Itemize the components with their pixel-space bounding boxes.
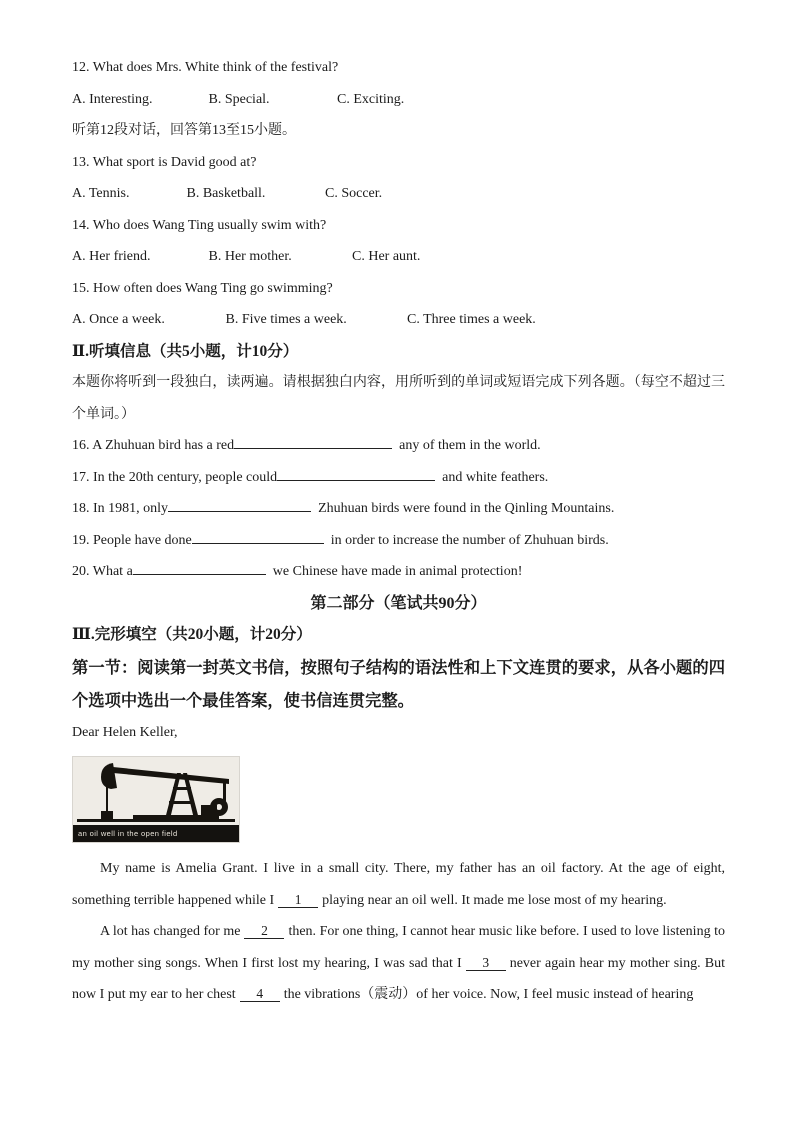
letter-salutation: Dear Helen Keller, [72, 724, 178, 740]
question-15-options [72, 304, 725, 336]
letter-paragraph-2 [72, 916, 725, 1011]
blank-pre-text: 16. A Zhuhuan bird has a red [72, 438, 235, 453]
cloze-blank-3: 3 [466, 955, 506, 971]
option-b: B. Basketball. [186, 186, 266, 201]
option-a: A. Tennis. [72, 186, 130, 201]
part2-title: 第二部分（笔试共90分） [310, 594, 487, 612]
cloze-blank-4: 4 [240, 986, 280, 1002]
paragraph-text: never again hear my mother sing. But now I put my ear to her chest [72, 955, 725, 1002]
paragraph-text: then. For one thing, I cannot hear music like before. I used to love listening to my mother sing songs. When I first lost my hearing, I was sad that I [72, 924, 725, 971]
fill-blank-18 [72, 493, 725, 525]
fill-blank-20 [72, 556, 725, 588]
section2-description: 本题你将听到一段独白，读两遍。请根据独白内容，用所听到的单词或短语完成下列各题。（每空不超过三个单词。） [72, 375, 725, 422]
option-c: C. Her aunt. [352, 249, 421, 264]
answer-blank [192, 529, 324, 544]
option-a: A. Interesting. [72, 91, 153, 107]
blank-post-text: and white feathers. [442, 469, 549, 485]
blank-pre-text: 18. In 1981, only [72, 501, 169, 516]
answer-blank [168, 497, 311, 512]
question-13-options [72, 178, 725, 210]
blank-post-text: any of them in the world. [399, 438, 541, 453]
paragraph-text: the vibrations（震动）of her voice. Now, I feel music instead of hearing [283, 987, 694, 1002]
image-caption: an oil well in the open field [73, 825, 239, 842]
paragraph-text: A lot has changed for me [100, 924, 241, 939]
blank-pre-text: 17. In the 20th century, people could [72, 469, 278, 485]
blank-post-text: in order to increase the number of Zhuhuan birds. [330, 532, 609, 548]
fill-blank-19 [72, 525, 725, 557]
fill-blank-17 [72, 462, 725, 494]
cloze-blank-1: 1 [278, 892, 318, 908]
question-15: 15. How often does Wang Ting go swimming? [72, 280, 333, 296]
oil-well-image [72, 756, 240, 843]
blank-post-text: we Chinese have made in animal protection! [272, 564, 523, 579]
option-a: A. Her friend. [72, 249, 151, 264]
paragraph-text: My name is Amelia Grant. I live in a small city. There, my father has an oil factory. At the age of eight, something terrible happened while I [72, 861, 725, 908]
option-a: A. Once a week. [72, 312, 165, 327]
question-14: 14. Who does Wang Ting usually swim with? [72, 217, 327, 233]
answer-blank [133, 560, 266, 575]
fill-blank-16 [72, 430, 725, 462]
paragraph-text: playing near an oil well. It made me lose most of my hearing. [322, 892, 667, 908]
option-c: C. Three times a week. [407, 312, 536, 327]
blank-post-text: Zhuhuan birds were found in the Qinling Mountains. [318, 501, 615, 516]
option-b: B. Special. [208, 91, 270, 107]
option-c: C. Soccer. [325, 186, 383, 201]
option-b: B. Her mother. [208, 249, 292, 264]
question-12: 12. What does Mrs. White think of the festival? [72, 60, 339, 75]
blank-pre-text: 20. What a [72, 564, 133, 579]
letter-paragraph-1 [72, 853, 725, 916]
answer-blank [277, 466, 435, 481]
section2-title: Ⅱ.听填信息（共5小题，计10分） [72, 342, 299, 360]
blank-pre-text: 19. People have done [72, 532, 192, 548]
section3-instruction: 第一节：阅读第一封英文书信，按照句子结构的语法性和上下文连贯的要求，从各小题的四个选项中选出一个最佳答案，使书信连贯完整。 [72, 657, 725, 710]
question-14-options [72, 241, 725, 273]
pumpjack-icon [73, 757, 239, 825]
cloze-blank-2: 2 [244, 923, 284, 939]
answer-blank [234, 434, 392, 449]
option-b: B. Five times a week. [225, 312, 347, 327]
section3-title: Ⅲ.完形填空（共20小题，计20分） [72, 626, 312, 643]
dialog-hint: 听第12段对话，回答第13至15小题。 [72, 123, 296, 138]
question-13: 13. What sport is David good at? [72, 154, 257, 170]
option-c: C. Exciting. [337, 91, 405, 107]
question-12-options [72, 84, 725, 116]
